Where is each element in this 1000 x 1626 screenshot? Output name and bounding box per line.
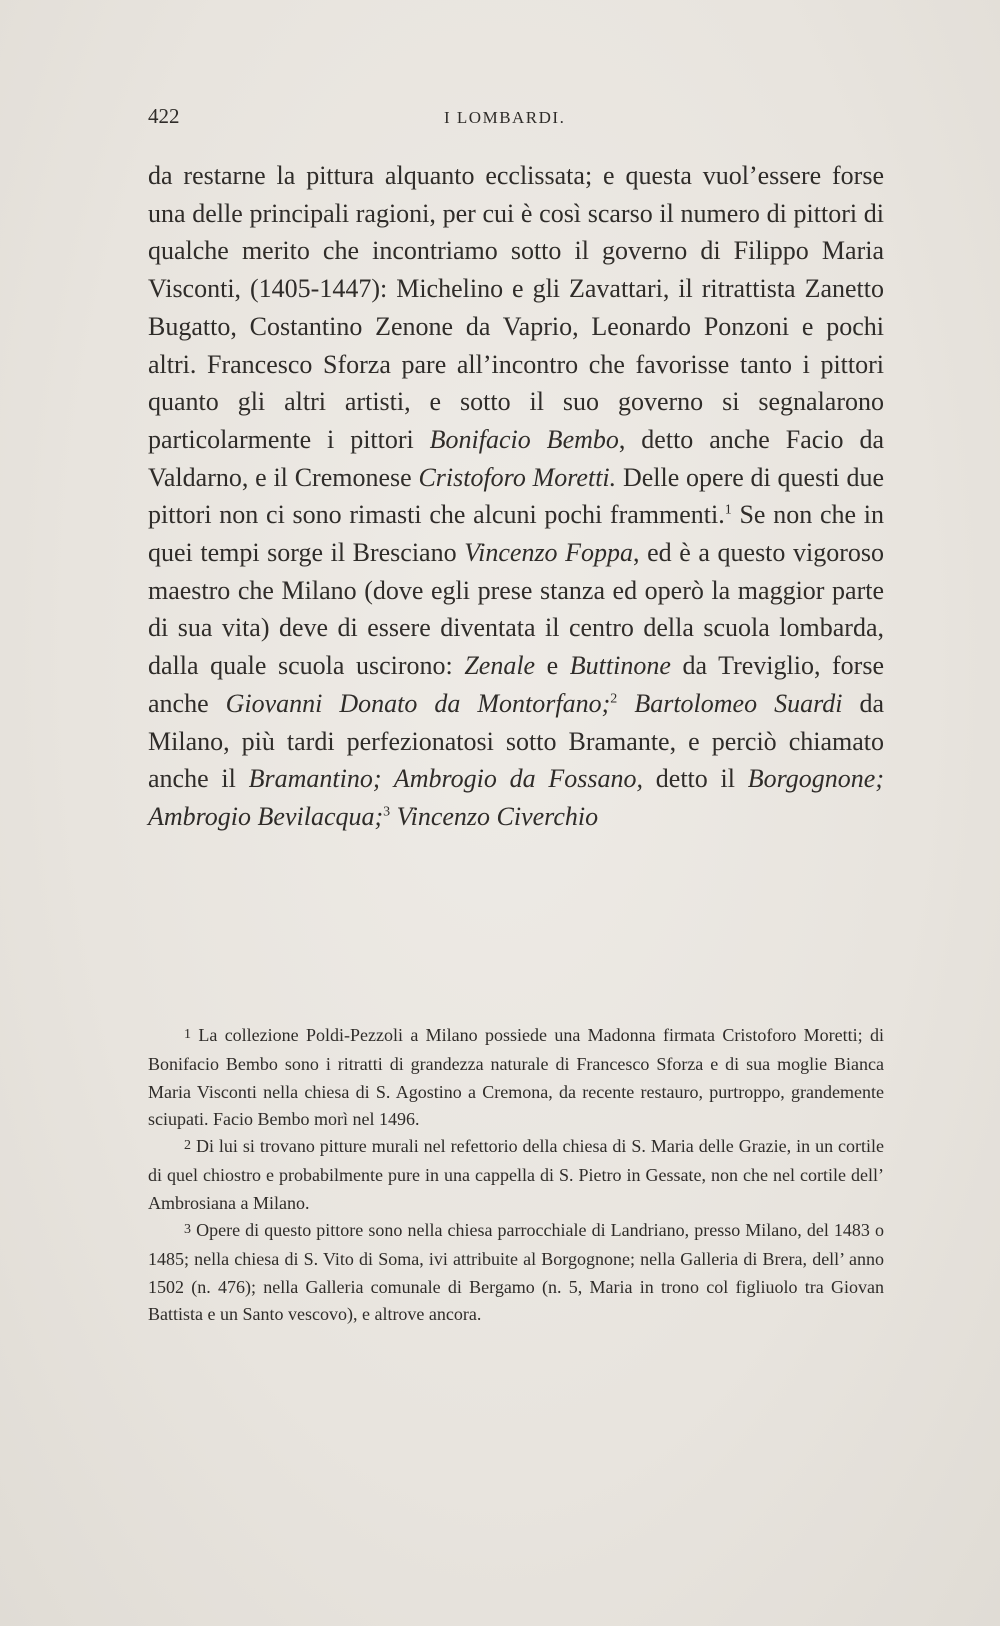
text-segment: e (535, 651, 570, 681)
main-paragraph (148, 157, 884, 836)
footnote-2 (148, 1133, 884, 1217)
footnote-ref-1[interactable]: 1 (724, 502, 732, 518)
name-cristoforo-moretti: Cristoforo Moretti. (418, 462, 617, 492)
footnote-number: 3 (184, 1222, 191, 1238)
name-vincenzo-civerchio: Vincenzo Civerchio (396, 801, 599, 831)
name-bramantino-fossano: Bramantino; Ambrogio da Fossano, (248, 764, 644, 794)
name-buttinone: Buttinone (569, 651, 671, 681)
text-segment (617, 689, 634, 718)
text-segment: Delle opere di questi due pittori non ci sono rimasti che alcuni pochi frammenti. (148, 462, 884, 530)
footnote-text: Opere di questo pittore sono nella chiesa parrocchiale di Landriano, presso Milano, del 1483 o 1485; nella chiesa di S. Vito di Soma, ivi attribuite al Borgognone; nella Galleria di Brera, dell’ anno 1502 (n. 476); nella Galleria comunale di Bergamo (n. 5, Maria in trono col figliuolo tra Giovan Battista e un Santo vescovo), e altrove ancora. (148, 1220, 885, 1324)
footnote-1 (148, 1022, 884, 1133)
footnote-text: La collezione Poldi-Pezzoli a Milano possiede una Madonna firmata Cristoforo Moretti; di Bonifacio Bembo sono i ritratti di grandezza naturale di Francesco Sforza e di sua moglie Bianca Maria Visconti nella chiesa di S. Agostino a Cremona, da recente restauro, purtroppo, grandemente sciupati. Facio Bembo morì nel 1496. (148, 1025, 885, 1129)
name-giovanni-donato: Giovanni Donato da Montorfano; (225, 688, 611, 718)
text-segment: , ed è a questo vigoroso maestro che Milano (dove egli prese stanza ed operò la maggior parte di sua vita) deve di essere diventata il centro della scuola lombarda, dalla quale scuola uscirono: (148, 538, 884, 681)
name-bartolomeo-suardi: Bartolomeo Suardi (634, 688, 843, 718)
text-segment: da restarne la pittura alquanto ecclissata; e questa vuol’essere forse una delle principali ragioni, per cui è così scarso il numero di pittori di qualche merito che incontriamo sotto il governo di Filippo Maria Visconti, (1405-1447): Michelino e gli Zavattari, il ritrattista Zanetto Bugatto, Costantino Zenone da Vaprio, Leonardo Ponzoni e pochi altri. Francesco Sforza pare all’incontro che favorisse tanto i pittori quanto gli altri artisti, e sotto il suo governo si segnalarono particolarmente i pittori (148, 161, 884, 454)
name-borgognone-bevilacqua: Borgognone; Ambrogio Bevilacqua; (148, 764, 884, 831)
footnote-number: 1 (184, 1027, 191, 1042)
text-segment: da Milano, più tardi perfezionatosi sotto Bramante, e perciò chiamato anche il (148, 688, 885, 794)
name-zenale: Zenale (464, 651, 536, 681)
text-segment: da Treviglio, forse anche (148, 651, 884, 718)
footnotes (148, 1022, 884, 1328)
page-number: 422 (148, 104, 180, 128)
footnote-ref-3[interactable]: 3 (383, 804, 391, 820)
page-header (148, 104, 884, 134)
footnote-3 (148, 1217, 884, 1328)
text-segment: Se non che in quei tempi sorge il Bresciano (148, 500, 884, 568)
running-head: I LOMBARDI. (444, 108, 566, 127)
footnote-number: 2 (184, 1138, 191, 1154)
text-segment: detto il (643, 764, 748, 794)
name-vincenzo-foppa: Vincenzo Foppa (464, 538, 634, 568)
name-bonifacio-bembo: Bonifacio Bembo (429, 424, 619, 454)
footnote-text: Di lui si trovano pitture murali nel refettorio della chiesa di S. Maria delle Grazie, in un cortile di quel chiostro e probabilmente pure in una cappella di S. Pietro in Gessate, non che nel cortile dell’ Ambrosiana a Milano. (148, 1136, 884, 1213)
footnote-ref-2[interactable]: 2 (610, 691, 618, 707)
text-segment: , detto anche Facio da Valdarno, e il Cremonese (148, 424, 884, 492)
